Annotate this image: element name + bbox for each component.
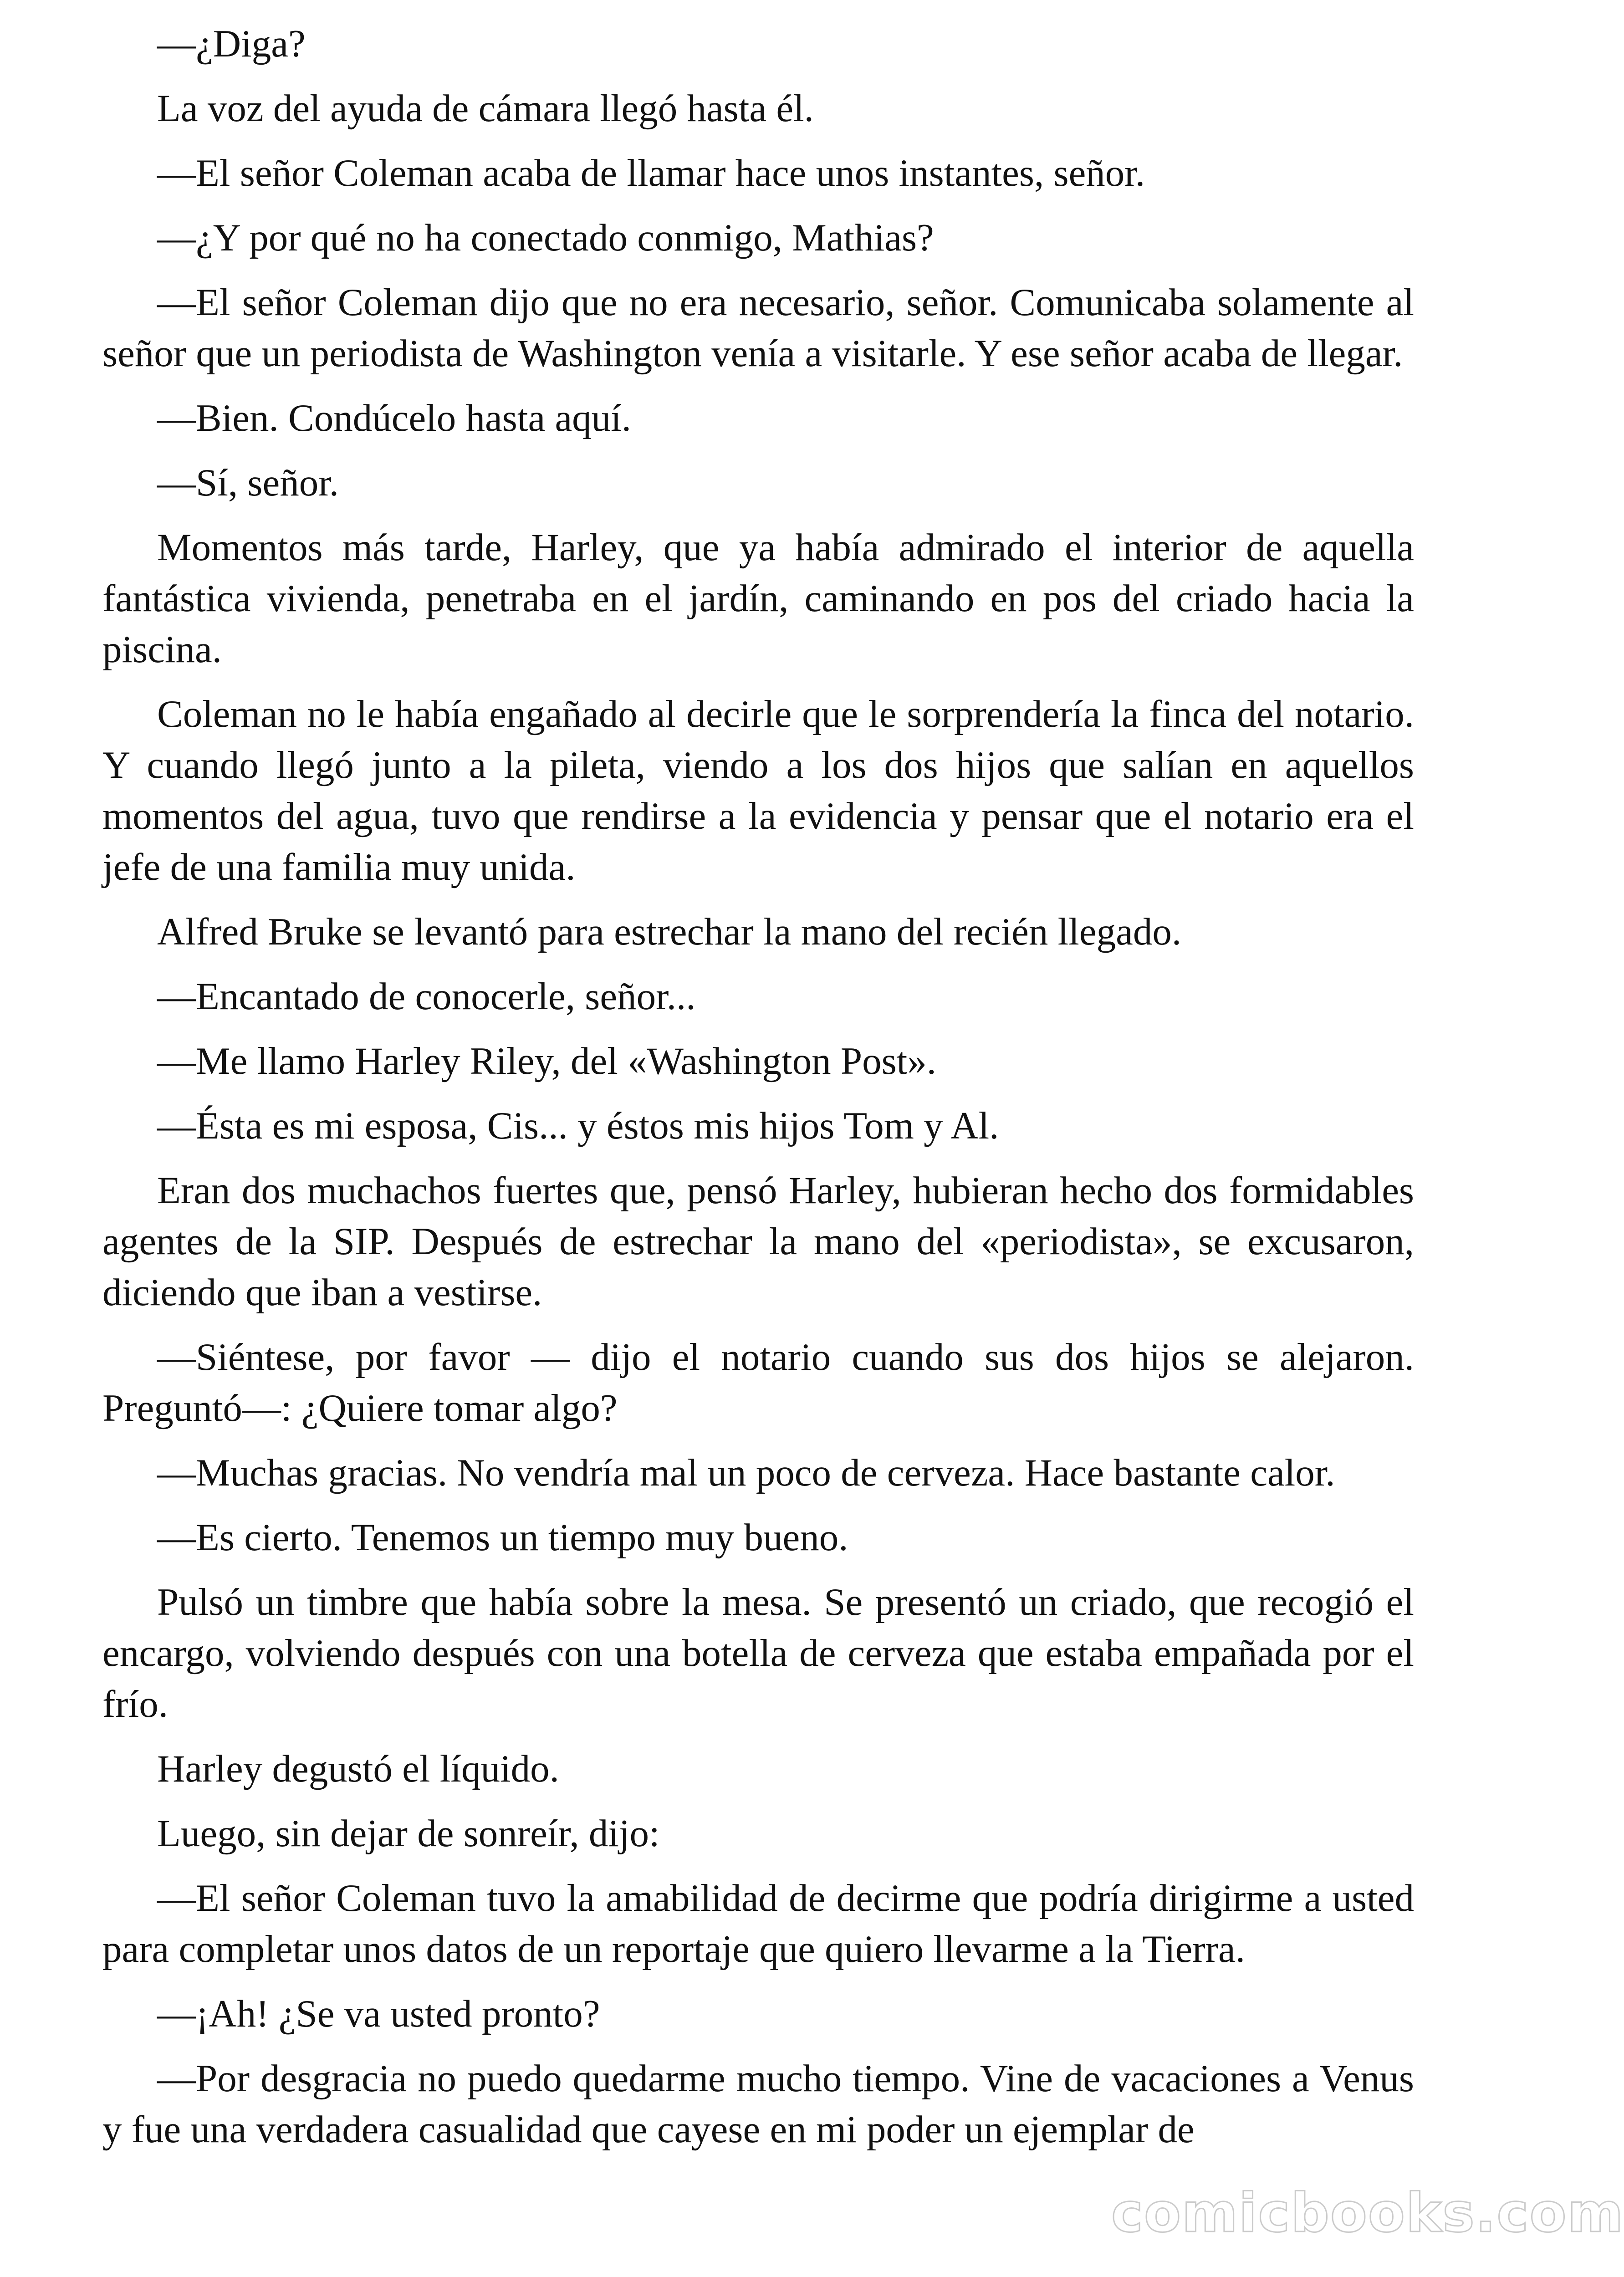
paragraph: La voz del ayuda de cámara llegó hasta él. (157, 87, 814, 130)
paragraph: Alfred Bruke se levantó para estrechar la mano del recién llegado. (157, 910, 1182, 953)
paragraph: —Es cierto. Tenemos un tiempo muy bueno. (157, 1516, 848, 1559)
paragraph: —¡Ah! ¿Se va usted pronto? (157, 1992, 600, 2035)
paragraph: —Encantado de conocerle, señor... (157, 975, 696, 1018)
paragraph: Luego, sin dejar de sonreír, dijo: (157, 1812, 660, 1855)
paragraph: —El señor Coleman acaba de llamar hace unos instantes, señor. (157, 152, 1145, 194)
paragraph: —Bien. Condúcelo hasta aquí. (157, 397, 632, 439)
paragraph: —El señor Coleman dijo que no era necesario, señor. Comunicaba solamente al señor que un periodista de Washington venía a visitarle. Y ese señor acaba de llegar. (102, 281, 1414, 375)
book-page (102, 18, 1414, 2169)
watermark: comicbooks.com (1111, 2181, 1624, 2244)
paragraph: Harley degustó el líquido. (157, 1747, 559, 1790)
paragraph: —Siéntese, por favor — dijo el notario cuando sus dos hijos se alejaron. Preguntó—: ¿Quiere tomar algo? (102, 1336, 1414, 1430)
paragraph: —El señor Coleman tuvo la amabilidad de decirme que podría dirigirme a usted para completar unos datos de un reportaje que quiero llevarme a la Tierra. (102, 1877, 1414, 1971)
paragraph: —Por desgracia no puedo quedarme mucho tiempo. Vine de vacaciones a Venus y fue una verdadera casualidad que cayese en mi poder un ejemplar de (102, 2057, 1414, 2151)
paragraph: Pulsó un timbre que había sobre la mesa. Se presentó un criado, que recogió el encargo, volviendo después con una botella de cerveza que estaba empañada por el frío. (102, 1581, 1414, 1726)
paragraph: Eran dos muchachos fuertes que, pensó Harley, hubieran hecho dos formidables agentes de la SIP. Después de estrechar la mano del «periodista», se excusaron, diciendo que iban a vestirse. (102, 1169, 1414, 1314)
paragraph: Coleman no le había engañado al decirle que le sorprendería la finca del notario. Y cuando llegó junto a la pileta, viendo a los dos hijos que salían en aquellos momentos del agua, tuvo que rendirse a la evidencia y pensar que el notario era el jefe de una familia muy unida. (102, 693, 1414, 888)
paragraph: —Sí, señor. (157, 461, 339, 504)
paragraph: Momentos más tarde, Harley, que ya había admirado el interior de aquella fantástica vivienda, penetraba en el jardín, caminando en pos del criado hacia la piscina. (102, 526, 1414, 671)
paragraph: —Me llamo Harley Riley, del «Washington Post». (157, 1040, 937, 1082)
paragraph: —Muchas gracias. No vendría mal un poco de cerveza. Hace bastante calor. (157, 1451, 1335, 1494)
paragraph: —Ésta es mi esposa, Cis... y éstos mis hijos Tom y Al. (157, 1104, 999, 1147)
paragraph: —¿Diga? (157, 22, 306, 65)
paragraph: —¿Y por qué no ha conectado conmigo, Mathias? (157, 216, 934, 259)
